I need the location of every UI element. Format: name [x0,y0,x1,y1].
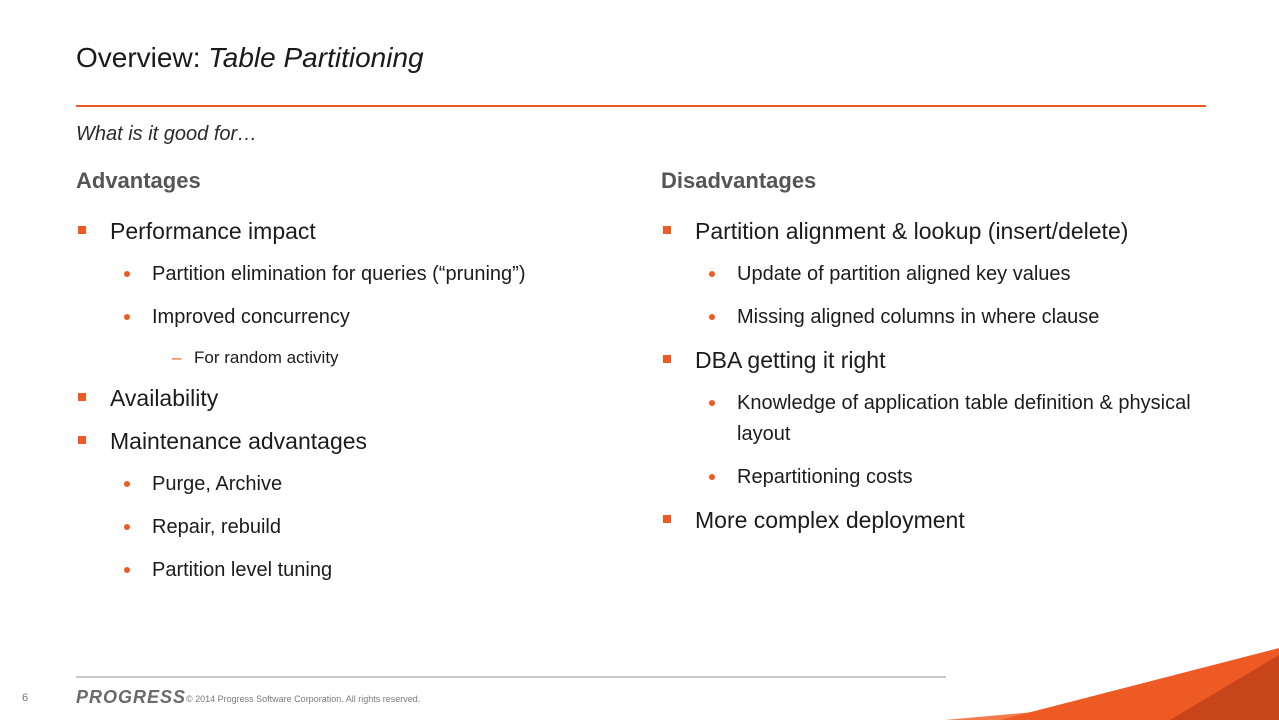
list-item: – For random activity [76,345,556,371]
title-prefix: Overview: [76,42,209,73]
advantages-heading: Advantages [76,168,201,193]
copyright-notice: © 2014 Progress Software Corporation. All rights reserved. [186,694,421,704]
list-item: Partition alignment & lookup (insert/delete) [661,216,1201,247]
list-item: Maintenance advantages [76,426,556,457]
list-item: Repair, rebuild [76,512,556,543]
list-item: Performance impact [76,216,556,247]
list-item: More complex deployment [661,505,1201,536]
disadvantages-column [661,168,1201,548]
list-item: DBA getting it right [661,345,1201,376]
advantages-column [76,168,556,598]
list-item: Missing aligned columns in where clause [661,302,1201,333]
slide-title [76,42,424,74]
list-item: Partition level tuning [76,555,556,586]
list-item: Purge, Archive [76,469,556,500]
corner-swoosh-main [1000,648,1279,720]
list-item: Availability [76,383,556,414]
corner-swoosh-dark [1170,655,1279,720]
advantages-list [76,216,556,586]
corner-swoosh-light [945,690,1279,720]
list-item: Repartitioning costs [661,462,1201,493]
list-item: Improved concurrency [76,302,556,333]
disadvantages-heading: Disadvantages [661,168,817,193]
progress-logo: PROGRESS [76,687,187,707]
list-item: Update of partition aligned key values [661,259,1201,290]
title-emphasis: Table Partitioning [208,42,424,73]
footer-divider [76,676,946,678]
list-item: Partition elimination for queries (“pruning”) [76,259,556,290]
list-item: Knowledge of application table definition & physical layout [661,388,1201,450]
disadvantages-list [661,216,1201,536]
page-number: 6 [22,692,29,704]
title-underline [76,105,1206,107]
slide-subtitle: What is it good for… [76,123,258,145]
